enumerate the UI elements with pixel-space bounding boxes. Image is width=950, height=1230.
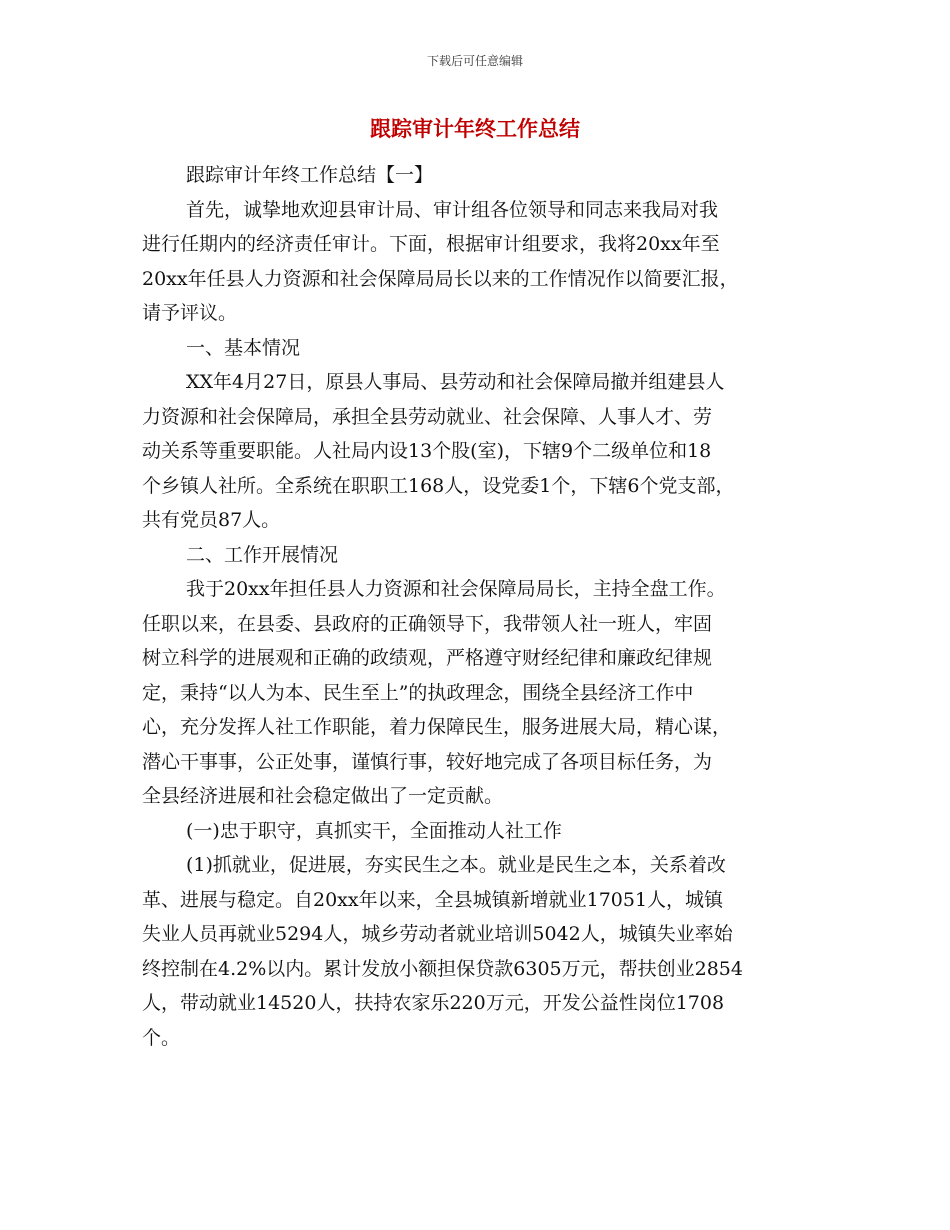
text-line: 力资源和社会保障局，承担全县劳动就业、社会保障、人事人才、劳: [142, 405, 713, 428]
text-line: 潜心干事事，公正处事，谨慎行事，较好地完成了各项目标任务，为: [142, 750, 713, 773]
text-line: 我于20xx年担任县人力资源和社会保障局局长，主持全盘工作。: [186, 578, 726, 600]
text-line: 失业人员再就业5294人，城乡劳动者就业培训5042人，城镇失业率始: [142, 923, 733, 945]
text-line: (1)抓就业，促进展，夯实民生之本。就业是民生之本，关系着改: [186, 854, 726, 876]
text-line: 二、工作开展情况: [186, 543, 339, 566]
text-line: XX年4月27日，原县人事局、县劳动和社会保障局撤并组建县人: [186, 371, 725, 393]
text-line: (一)忠于职守，真抓实干，全面推动人社工作: [186, 819, 562, 842]
text-line: 请予评议。: [142, 302, 238, 324]
text-line: 进行任期内的经济责任审计。下面，根据审计组要求，我将20xx年至: [142, 233, 720, 255]
text-line: 心，充分发挥人社工作职能，着力保障民生，服务进展大局，精心谋，: [142, 716, 732, 738]
text-line: 终控制在4.2%以内。累计发放小额担保贷款6305万元，帮扶创业2854: [142, 957, 743, 980]
text-line: 个乡镇人社所。全系统在职职工168人，设党委1个，下辖6个党支部，: [142, 474, 735, 497]
text-line: 首先，诚挚地欢迎县审计局、审计组各位领导和同志来我局对我: [186, 198, 719, 221]
text-line: 革、进展与稳定。自20xx年以来，全县城镇新增就业17051人，城镇: [142, 888, 724, 911]
text-line: 跟踪审计年终工作总结【一】: [186, 164, 434, 186]
text-line: 动关系等重要职能。人社局内设13个股(室)，下辖9个二级单位和18: [142, 440, 712, 462]
text-line: 树立科学的进展观和正确的政绩观，严格遵守财经纪律和廉政纪律规: [142, 647, 713, 669]
header-note: 下载后可任意编辑: [426, 54, 523, 68]
text-line: 定，秉持“以人为本、民生至上”的执政理念，围绕全县经济工作中: [142, 681, 694, 704]
text-line: 个。: [142, 1026, 181, 1049]
text-line: 任职以来，在县委、县政府的正确领导下，我带领人社一班人，牢固: [142, 612, 713, 635]
text-line: 20xx年任县人力资源和社会保障局局长以来的工作情况作以简要汇报，: [142, 267, 739, 290]
text-line: 全县经济进展和社会稳定做出了一定贡献。: [142, 785, 504, 807]
text-line: 一、基本情况: [186, 336, 301, 359]
document-body: [142, 158, 822, 1055]
text-line: 共有党员87人。: [142, 509, 281, 531]
document-title: 跟踪审计年终工作总结: [370, 117, 580, 141]
text-line: 人，带动就业14520人，扶持农家乐220万元，开发公益性岗位1708: [142, 992, 725, 1014]
